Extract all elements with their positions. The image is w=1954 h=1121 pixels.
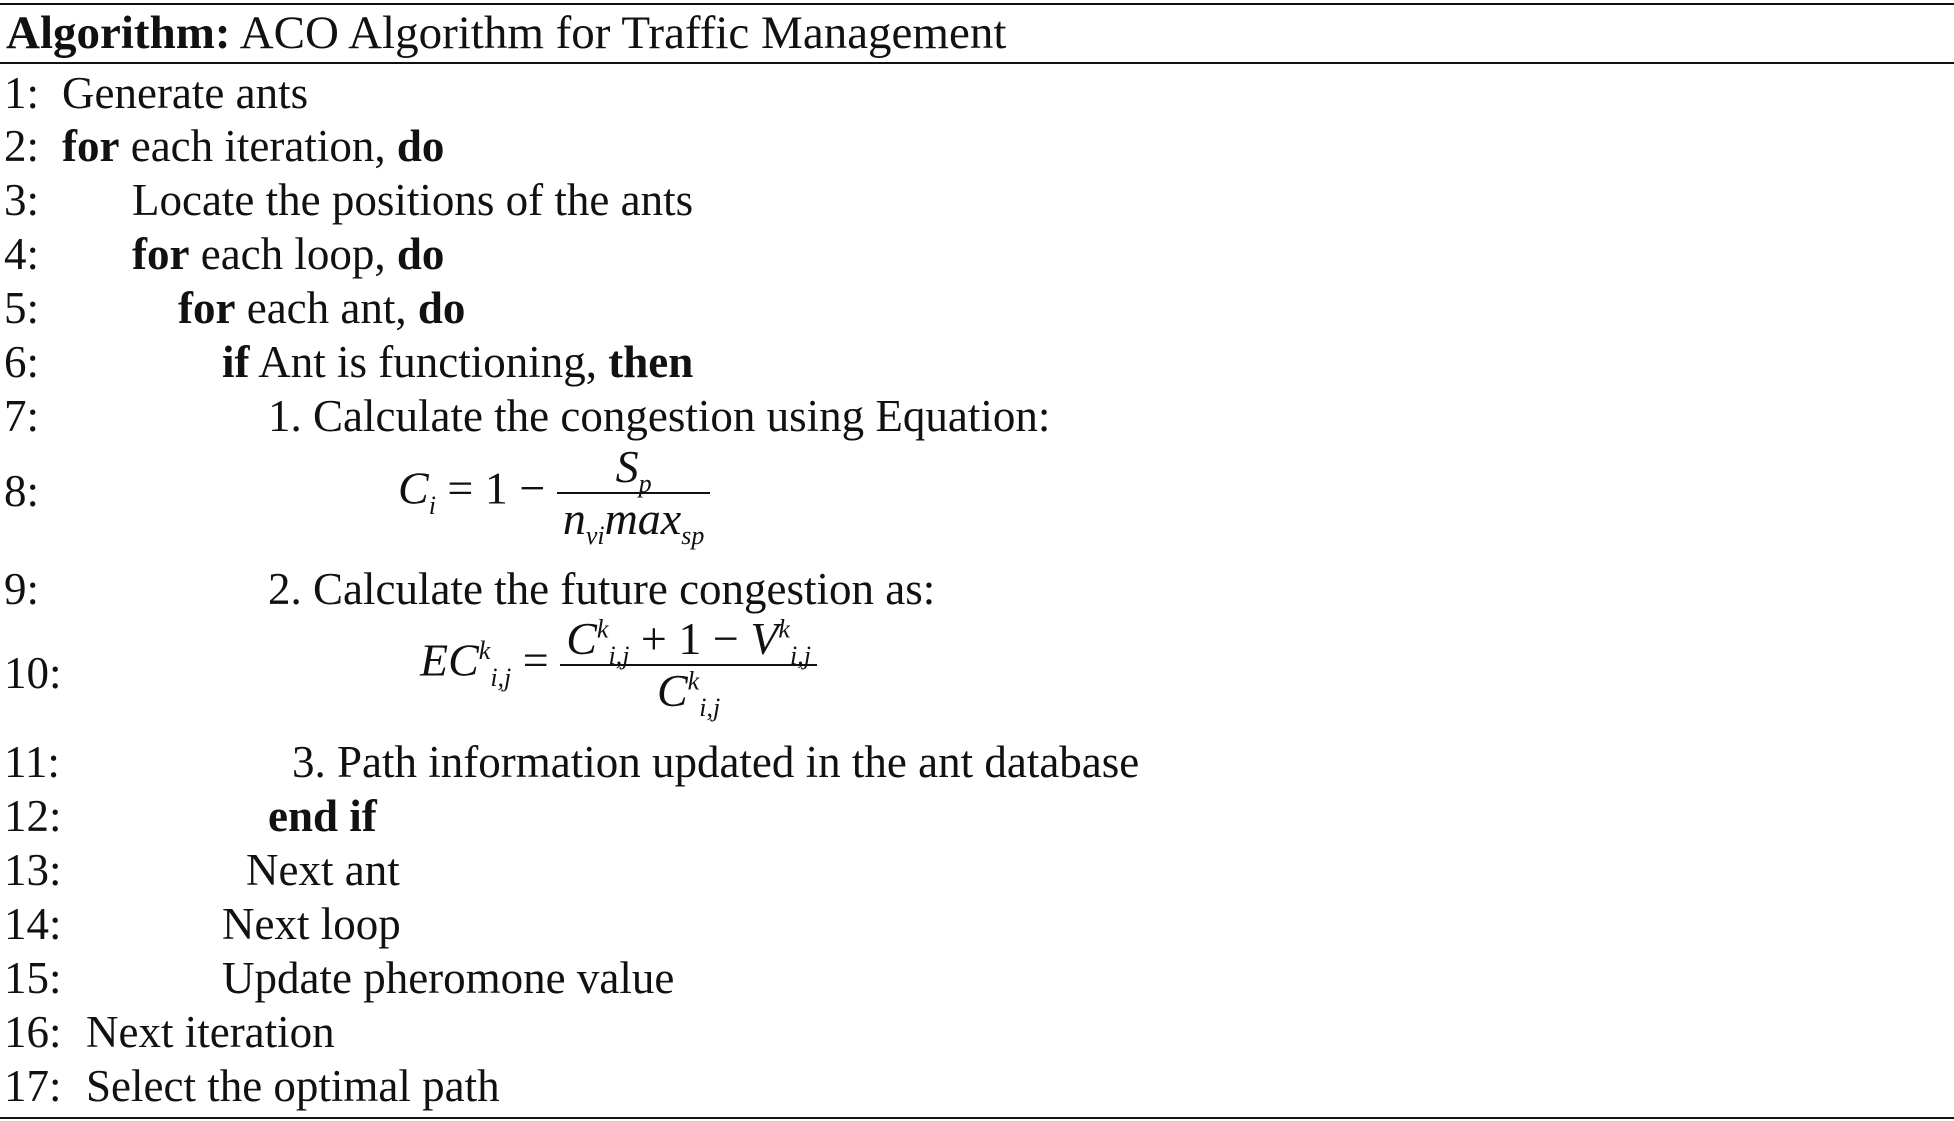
keyword: for — [132, 229, 190, 279]
line-text: Next loop — [222, 899, 401, 949]
keyword: for — [178, 283, 236, 333]
line-number: 10: — [4, 648, 62, 698]
line-number: 13: — [4, 845, 62, 895]
line-text: Locate the positions of the ants — [132, 175, 694, 225]
line-number: 15: — [4, 953, 62, 1003]
top-rule — [0, 3, 1954, 5]
equation-fraction: $\frac{C^k_{i,j} + 1 - V^k_{i,j}}{C^k_{i,j}}$ — [560, 614, 817, 716]
algorithm-title — [6, 6, 1006, 60]
line-text: 1. Calculate the congestion using Equation: — [268, 391, 1051, 441]
line-number: 12: — [4, 791, 62, 841]
keyword: end if — [268, 791, 377, 841]
line-number: 11: — [4, 737, 60, 787]
header-rule — [0, 62, 1954, 64]
line-text: Update pheromone value — [222, 953, 675, 1003]
line-number: 17: — [4, 1061, 62, 1111]
line-text: Next iteration — [86, 1007, 335, 1057]
line-text: 2. Calculate the future congestion as: — [268, 564, 936, 614]
line-number: 4: — [4, 229, 40, 279]
line-text: each iteration, — [130, 121, 386, 171]
algorithm-label: Algorithm: — [6, 7, 231, 59]
keyword: do — [396, 121, 445, 171]
line-text: Select the optimal path — [86, 1061, 500, 1111]
line-number: 16: — [4, 1007, 62, 1057]
line-text: Ant is functioning, — [258, 337, 598, 387]
keyword: if — [222, 337, 250, 387]
line-number: 3: — [4, 175, 40, 225]
algorithm-name: ACO Algorithm for Traffic Management — [239, 7, 1007, 59]
keyword: do — [396, 229, 445, 279]
line-number: 8: — [4, 466, 40, 516]
bottom-rule — [0, 1117, 1954, 1119]
line-number: 5: — [4, 283, 40, 333]
line-number: 1: — [4, 68, 40, 118]
line-text: each loop, — [200, 229, 386, 279]
line-number: 14: — [4, 899, 62, 949]
line-text: each ant, — [246, 283, 407, 333]
keyword: do — [417, 283, 466, 333]
line-text: Next ant — [246, 845, 400, 895]
future-congestion-equation: $EC^k_{i,j}$ = $\frac{C^k_{i,j} + 1 - V^k_{i,j}}{C^k_{i,j}}$ — [420, 614, 817, 716]
keyword: for — [62, 121, 120, 171]
line-text: 3. Path information updated in the ant database — [292, 737, 1140, 787]
congestion-equation: $C_i = 1$ − $\frac{S_p}{n_{vi}\max_{sp}}$ — [398, 442, 710, 544]
keyword: then — [608, 337, 694, 387]
line-text: Generate ants — [62, 68, 309, 118]
line-number: 9: — [4, 564, 40, 614]
line-number: 7: — [4, 391, 40, 441]
equation-fraction: $\frac{S_p}{n_{vi}\max_{sp}}$ — [557, 442, 711, 544]
line-number: 6: — [4, 337, 40, 387]
line-number: 2: — [4, 121, 40, 171]
